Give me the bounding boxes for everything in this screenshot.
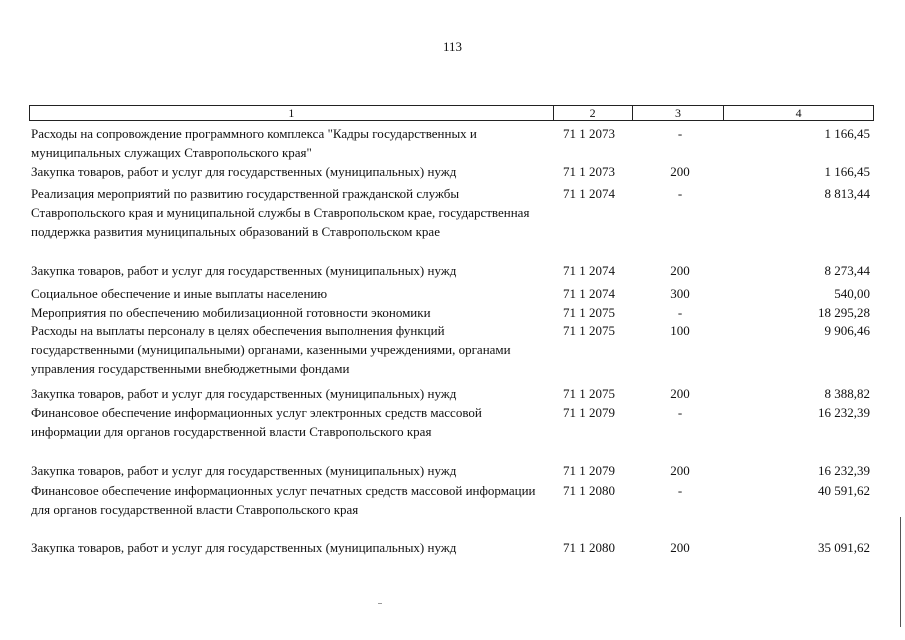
row-code: 71 1 2073 — [563, 126, 615, 141]
row-expense-type: - — [677, 126, 683, 141]
row-expense-type: - — [677, 483, 683, 498]
row-expense-type: 200 — [670, 463, 690, 478]
row-code: 71 1 2079 — [563, 463, 615, 478]
page-number: 113 — [442, 39, 463, 54]
scan-margin-line — [900, 517, 901, 627]
row-description: Финансовое обеспечение информационных услуг электронных средств массовой информации для органов государственной власти Ставропольского края — [31, 405, 482, 439]
row-code: 71 1 2075 — [563, 386, 615, 401]
row-code: 71 1 2080 — [563, 540, 615, 555]
row-description: Реализация мероприятий по развитию государственной гражданской службы Ставропольского края и муниципальной службы в Ставропольском крае, государственная поддержка развития муниципальных образований в Ставропольском крае — [31, 186, 530, 239]
row-description: Финансовое обеспечение информационных услуг печатных средств массовой информации для органов государственной власти Ставропольского края — [31, 483, 536, 517]
row-amount: 40 591,62 — [818, 483, 870, 498]
row-description: Закупка товаров, работ и услуг для государственных (муниципальных) нужд — [31, 386, 457, 401]
row-expense-type: 200 — [670, 263, 690, 278]
row-expense-type: - — [677, 305, 683, 320]
row-description: Закупка товаров, работ и услуг для государственных (муниципальных) нужд — [31, 540, 457, 555]
row-amount: 8 273,44 — [824, 263, 870, 278]
row-description: Мероприятия по обеспечению мобилизационной готовности экономики — [31, 305, 431, 320]
row-amount: 16 232,39 — [818, 463, 870, 478]
row-code: 71 1 2074 — [563, 186, 615, 201]
row-amount: 1 166,45 — [824, 126, 870, 141]
row-code: 71 1 2075 — [563, 323, 615, 338]
row-amount: 8 388,82 — [824, 386, 870, 401]
header-col-1: 1 — [30, 106, 554, 120]
row-code: 71 1 2074 — [563, 286, 615, 301]
row-amount: 9 906,46 — [824, 323, 870, 338]
row-amount: 1 166,45 — [824, 164, 870, 179]
row-description: Закупка товаров, работ и услуг для государственных (муниципальных) нужд — [31, 263, 457, 278]
scan-speck — [378, 603, 382, 604]
row-expense-type: 200 — [670, 386, 690, 401]
header-col-4: 4 — [795, 106, 802, 120]
row-code: 71 1 2079 — [563, 405, 615, 420]
row-expense-type: - — [677, 405, 683, 420]
row-description: Закупка товаров, работ и услуг для государственных (муниципальных) нужд — [31, 463, 457, 478]
row-expense-type: 100 — [670, 323, 690, 338]
row-expense-type: - — [677, 186, 683, 201]
row-amount: 35 091,62 — [818, 540, 870, 555]
row-description: Социальное обеспечение и иные выплаты населению — [31, 286, 328, 301]
row-description: Расходы на сопровождение программного комплекса "Кадры государственных и муниципальных служащих Ставропольского края" — [31, 126, 477, 160]
header-col-3: 3 — [633, 106, 725, 120]
row-code: 71 1 2080 — [563, 483, 615, 498]
row-description: Закупка товаров, работ и услуг для государственных (муниципальных) нужд — [31, 164, 457, 179]
row-amount: 8 813,44 — [824, 186, 870, 201]
row-amount: 540,00 — [834, 286, 870, 301]
row-description: Расходы на выплаты персоналу в целях обеспечения выполнения функций государственными (муниципальными) органами, казенными учреждениями, органами управления государственными внебюджетными фондами — [31, 323, 511, 376]
row-code: 71 1 2075 — [563, 305, 615, 320]
header-col-2: 2 — [554, 106, 633, 120]
row-expense-type: 200 — [670, 164, 690, 179]
row-expense-type: 300 — [670, 286, 690, 301]
table-header — [29, 105, 874, 121]
row-amount: 16 232,39 — [818, 405, 870, 420]
row-amount: 18 295,28 — [818, 305, 870, 320]
row-expense-type: 200 — [670, 540, 690, 555]
row-code: 71 1 2073 — [563, 164, 615, 179]
row-code: 71 1 2074 — [563, 263, 615, 278]
